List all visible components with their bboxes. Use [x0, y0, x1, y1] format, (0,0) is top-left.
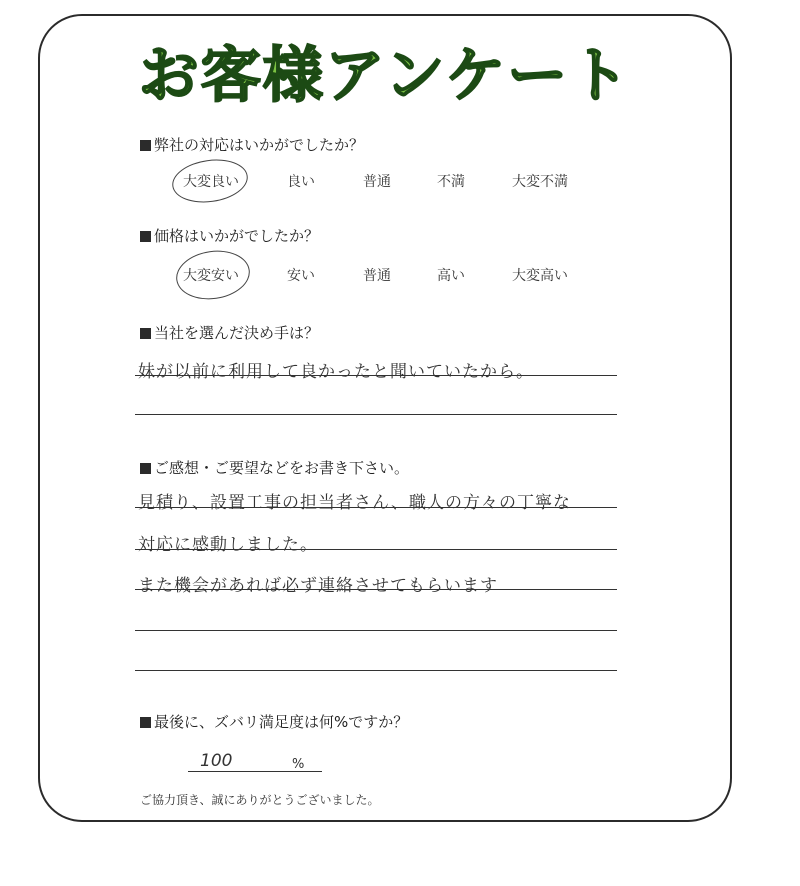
q1-option-2[interactable]: 良い: [287, 174, 315, 190]
question-2: [140, 225, 319, 246]
question-3-label: 当社を選んだ決め手は？: [154, 324, 320, 342]
square-bullet-icon: [140, 717, 151, 728]
question-5-label: 最後に、ズバリ満足度は何%ですか？: [154, 713, 409, 731]
question-4: [140, 457, 409, 478]
question-4-label: ご感想・ご要望などをお書き下さい。: [154, 459, 410, 477]
q3-answer: 妹が以前に利用して良かったと聞いていたから。: [138, 362, 534, 382]
q2-option-3[interactable]: 普通: [363, 268, 391, 284]
answer-line: [135, 670, 617, 671]
q4-answer-line-3: また機会があれば必ず連絡させてもらいます: [138, 576, 498, 596]
q2-option-5[interactable]: 大変高い: [512, 268, 568, 284]
answer-line: [135, 375, 617, 376]
question-5: [140, 711, 408, 732]
survey-title: お客様アンケート: [138, 41, 632, 111]
question-2-label: 価格はいかがでしたか？: [154, 227, 320, 245]
question-1-label: 弊社の対応はいかがでしたか？: [154, 136, 365, 154]
answer-line: [135, 549, 617, 550]
q4-answer-line-2: 対応に感動しました。: [138, 535, 318, 555]
q1-option-5[interactable]: 大変不満: [512, 174, 568, 190]
answer-line: [135, 589, 617, 590]
question-3: [140, 322, 319, 343]
square-bullet-icon: [140, 231, 151, 242]
q1-option-4[interactable]: 不満: [437, 174, 465, 190]
q4-answer-line-1: 見積り、設置工事の担当者さん、職人の方々の丁寧な: [138, 493, 572, 513]
satisfaction-unit: %: [292, 757, 305, 772]
q2-option-4[interactable]: 高い: [437, 268, 465, 284]
answer-line: [135, 507, 617, 508]
q1-option-3[interactable]: 普通: [363, 174, 391, 190]
answer-line: [135, 630, 617, 631]
thanks-message: ご協力頂き、誠にありがとうございました。: [140, 793, 380, 807]
answer-line: [135, 414, 617, 415]
question-1: [140, 134, 364, 155]
q2-option-1[interactable]: 大変安い: [183, 268, 239, 284]
q2-option-2[interactable]: 安い: [287, 268, 315, 284]
square-bullet-icon: [140, 140, 151, 151]
satisfaction-value: 100: [200, 751, 233, 771]
square-bullet-icon: [140, 463, 151, 474]
satisfaction-line: [188, 771, 322, 772]
square-bullet-icon: [140, 328, 151, 339]
q1-option-1[interactable]: 大変良い: [183, 174, 239, 190]
